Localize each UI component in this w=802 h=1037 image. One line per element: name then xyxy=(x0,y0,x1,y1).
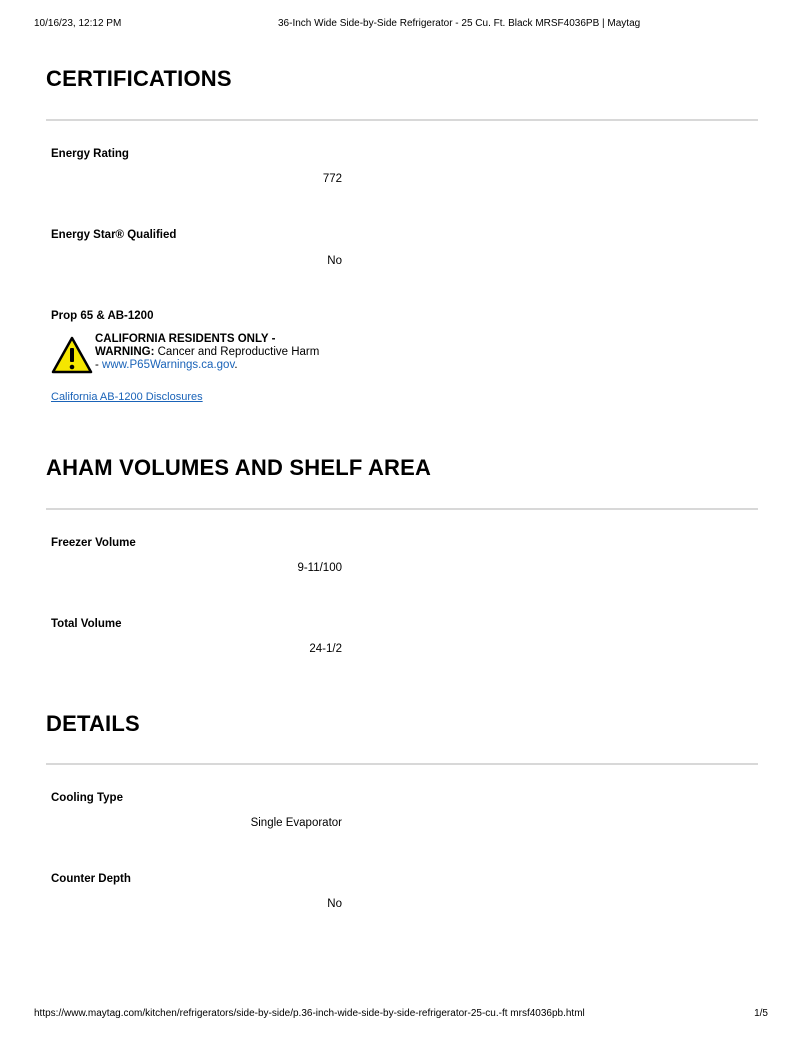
print-page-title: 36-Inch Wide Side-by-Side Refrigerator - 25 Cu. Ft. Black MRSF4036PB | Maytag xyxy=(278,18,641,29)
spec-label-counter-depth: Counter Depth xyxy=(51,873,131,885)
warning-triangle-icon xyxy=(51,336,93,374)
spec-label-energy-star: Energy Star® Qualified xyxy=(51,229,177,241)
section-title-details: DETAILS xyxy=(46,711,140,736)
page-number: 1/5 xyxy=(754,1008,768,1019)
prop65-warning xyxy=(51,333,371,377)
spec-value-energy-rating: 772 xyxy=(322,173,342,185)
section-divider xyxy=(46,119,758,121)
section-title-certifications: CERTIFICATIONS xyxy=(46,66,232,91)
spec-label-freezer-volume: Freezer Volume xyxy=(51,537,136,549)
spec-label-energy-rating: Energy Rating xyxy=(51,148,129,160)
spec-value-cooling-type: Single Evaporator xyxy=(250,817,342,829)
warning-link-line xyxy=(95,359,375,372)
spec-value-total-volume: 24-1/2 xyxy=(309,643,342,655)
section-divider xyxy=(46,763,758,765)
section-divider xyxy=(46,508,758,510)
spec-value-energy-star: No xyxy=(327,255,342,267)
spec-value-freezer-volume: 9-11/100 xyxy=(297,562,342,574)
spec-label-total-volume: Total Volume xyxy=(51,618,122,630)
print-header xyxy=(34,18,768,32)
section-title-aham: AHAM VOLUMES AND SHELF AREA xyxy=(46,455,432,480)
warning-heading: CALIFORNIA RESIDENTS ONLY - xyxy=(95,333,276,345)
spec-value-counter-depth: No xyxy=(327,898,342,910)
warning-message: Cancer and Reproductive Harm xyxy=(154,346,320,358)
spec-label-cooling-type: Cooling Type xyxy=(51,792,123,804)
warning-dash: - xyxy=(95,359,103,371)
ab1200-disclosures-link[interactable]: California AB-1200 Disclosures xyxy=(51,391,203,403)
warning-body xyxy=(95,346,375,359)
print-url: https://www.maytag.com/kitchen/refrigerators/side-by-side/p.36-inch-wide-side-by-side-refrigerator-25-cu.-ft mrsf4036pb.html xyxy=(34,1008,585,1019)
p65-warnings-link[interactable]: www.P65Warnings.ca.gov xyxy=(102,359,235,371)
warning-period: . xyxy=(234,359,238,371)
print-datetime: 10/16/23, 12:12 PM xyxy=(34,18,122,29)
warning-text xyxy=(95,333,375,372)
warning-label: WARNING: xyxy=(95,346,155,358)
spec-label-prop65: Prop 65 & AB-1200 xyxy=(51,310,154,322)
